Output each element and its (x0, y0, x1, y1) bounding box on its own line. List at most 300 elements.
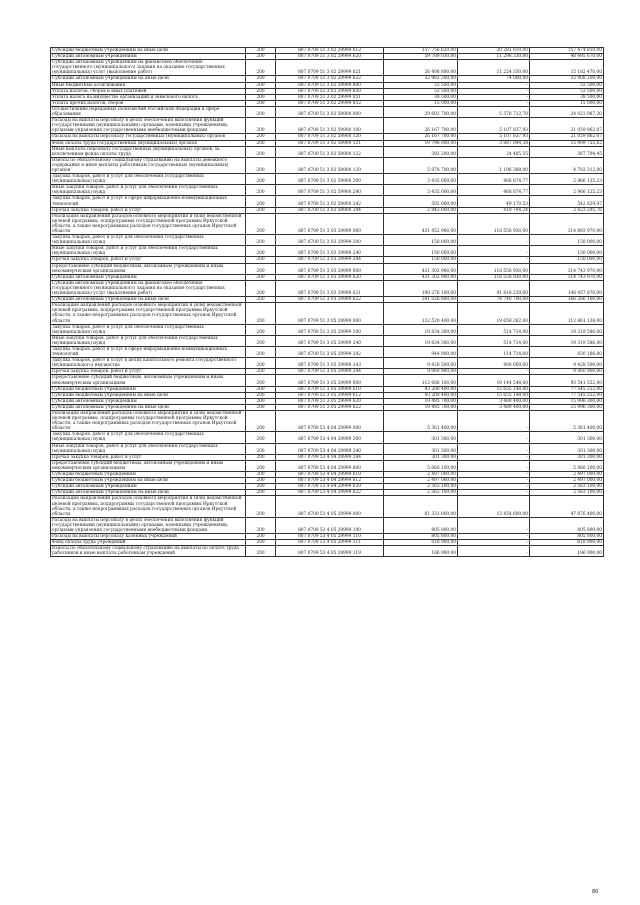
row-approved: 150 000,00 (384, 257, 458, 263)
row-name: Субсидии автономным учреждениям на иные цели (51, 490, 246, 496)
row-classification: 807 0709 51 3 02 29999 800 (276, 82, 384, 88)
table-row (51, 280, 604, 296)
budget-table (50, 47, 604, 557)
row-executed: - (458, 100, 530, 106)
row-executed: 74 000,00 (458, 76, 530, 82)
row-approved: 112 686 100,00 (384, 375, 458, 386)
row-executed: 114 714,00 (458, 346, 530, 357)
row-executed: - (458, 490, 530, 496)
table-row (51, 324, 604, 335)
row-code: 200 (246, 398, 276, 404)
row-unexecuted: 2 966 125,23 (530, 174, 604, 185)
table-row (51, 358, 604, 369)
row-name: Иные закупки товаров, работ и услуг для обеспечения государственных (муниципальных) нужд (51, 443, 246, 454)
row-executed: 74 740 700,00 (458, 297, 530, 303)
row-executed: - (458, 432, 530, 443)
row-approved: 431 452 900,00 (384, 213, 458, 234)
row-code: 200 (246, 517, 276, 533)
row-classification: 807 0709 51 3 05 29999 612 (276, 392, 384, 398)
row-code: 200 (246, 207, 276, 213)
row-code: 200 (246, 392, 276, 398)
row-classification: 807 0709 51 3 02 59900 240 (276, 185, 384, 196)
row-code: 200 (246, 490, 276, 496)
table-row (51, 106, 604, 117)
row-code: 200 (246, 213, 276, 234)
row-approved: 618 900,00 (384, 540, 458, 546)
row-executed: 5 107 837,93 (458, 118, 530, 134)
row-executed: 41 818 230,00 (458, 280, 530, 296)
table-row (51, 157, 604, 173)
row-unexecuted: 166 286 100,00 (530, 297, 604, 303)
row-executed: 116 558 930,00 (458, 263, 530, 274)
row-name: Взносы по обязательному социальному страхованию на выплаты денежного содержания и иные выплаты работникам государственных (муниципальных) органов (51, 157, 246, 173)
row-classification: 807 0709 51 3 02 59900 000 (276, 106, 384, 117)
table-row (51, 546, 604, 557)
row-code: 200 (246, 534, 276, 540)
row-executed: - (458, 460, 530, 471)
table-row (51, 174, 604, 185)
row-name: Прочая закупка товаров, работ и услуг (51, 207, 246, 213)
table-row (51, 118, 604, 134)
row-code: 200 (246, 432, 276, 443)
row-unexecuted: 15 182 470,00 (530, 60, 604, 76)
row-approved: 157 756 620,00 (384, 48, 458, 54)
row-executed: 13 454 600,00 (458, 496, 530, 517)
table-row (51, 392, 604, 398)
row-name: Иные выплаты персоналу государственных (муниципальных) органов, за исключением фонда оплаты труда (51, 146, 246, 157)
table-row (51, 496, 604, 517)
row-approved: 241 026 800,00 (384, 297, 458, 303)
row-code: 200 (246, 404, 276, 410)
row-code: 200 (246, 118, 276, 134)
row-name: Субсидии бюджетным учреждениям на иные цели (51, 478, 246, 484)
table-row (51, 235, 604, 246)
row-executed: 1 196 388,00 (458, 157, 530, 173)
table-row (51, 134, 604, 140)
row-executed: - (458, 540, 530, 546)
row-code: 200 (246, 94, 276, 100)
row-unexecuted: 830 186,00 (530, 346, 604, 357)
row-unexecuted: 77 545 252,00 (530, 392, 604, 398)
row-name: Субсидии бюджетным учреждениям (51, 472, 246, 478)
row-unexecuted: 47 876 400,00 (530, 496, 604, 517)
row-code: 200 (246, 263, 276, 274)
row-executed: - (458, 546, 530, 557)
row-classification: 807 0709 51 3 02 59900 121 (276, 140, 384, 146)
table-row (51, 335, 604, 346)
row-classification: 807 0709 51 3 05 29999 242 (276, 346, 384, 357)
row-approved: 19 796 800,00 (384, 140, 458, 146)
row-name: Предоставление субсидий бюджетным, автономным учреждениям и иным некоммерческим организациям (51, 263, 246, 274)
row-code: 200 (246, 375, 276, 386)
row-name: Иные закупки товаров, работ и услуг для обеспечения государственных (муниципальных) нужд (51, 185, 246, 196)
row-unexecuted: 53 500,00 (530, 88, 604, 94)
table-row (51, 375, 604, 386)
row-classification: 807 0709 51 3 02 59900 129 (276, 157, 384, 173)
row-code: 200 (246, 346, 276, 357)
row-unexecuted: 9 060 900,00 (530, 369, 604, 375)
row-approved: 5 978 700,00 (384, 157, 458, 173)
row-executed: - (458, 478, 530, 484)
row-name: Иные закупки товаров, работ и услуг для обеспечения государственных (муниципальных) нужд (51, 335, 246, 346)
row-approved: 59 789 030,00 (384, 54, 458, 60)
row-classification: 807 0709 51 3 03 29999 600 (276, 263, 384, 274)
row-name: Прочая закупка товаров, работ и услуг (51, 369, 246, 375)
row-code: 200 (246, 546, 276, 557)
row-name: Уплата прочих налогов, сборов (51, 100, 246, 106)
row-code: 200 (246, 411, 276, 432)
row-executed: 11 298 330,00 (458, 54, 530, 60)
row-unexecuted: 2 423 295,76 (530, 207, 604, 213)
row-name: Уплата налогов, сборов и иных платежей (51, 88, 246, 94)
row-classification: 807 0709 53 4 05 29999 110 (276, 534, 384, 540)
row-approved: 805 800,00 (384, 517, 458, 533)
row-approved: 29 602 700,00 (384, 106, 458, 117)
row-name: Закупка товаров, работ и услуг в сфере информационно-коммуникационных технологий (51, 346, 246, 357)
row-unexecuted: 2 497 000,00 (530, 472, 604, 478)
row-approved: 2 497 000,00 (384, 478, 458, 484)
row-classification: 807 0709 51 3 02 59900 100 (276, 118, 384, 134)
row-classification: 807 0709 51 3 03 29999 244 (276, 257, 384, 263)
row-classification: 807 0709 53 4 04 29999 200 (276, 432, 384, 443)
row-code: 200 (246, 454, 276, 460)
row-name: Иные закупки товаров, работ и услуг для обеспечения государственных (муниципальных) нужд (51, 246, 246, 257)
table-row (51, 196, 604, 207)
row-name: Субсидии автономным учреждениям на финансовое обеспечение государственного (муниципального) задания на оказание государственных (муниципальных) услуг (выполнение работ) (51, 60, 246, 76)
row-name: Уплата налога на имущество организаций и земельного налога (51, 94, 246, 100)
row-executed: 19 144 548,00 (458, 375, 530, 386)
row-unexecuted: 2 966 125,23 (530, 185, 604, 196)
row-unexecuted: 15 000,00 (530, 100, 604, 106)
row-unexecuted: 21 059 862,07 (530, 118, 604, 134)
row-classification: 807 0709 53 4 04 29999 622 (276, 490, 384, 496)
row-code: 200 (246, 76, 276, 82)
row-unexecuted: 186 900,00 (530, 546, 604, 557)
row-unexecuted: 53 500,00 (530, 82, 604, 88)
row-executed: 3 887 044,38 (458, 140, 530, 146)
row-executed: 24 405,55 (458, 146, 530, 157)
row-approved: 19 834 300,00 (384, 324, 458, 335)
row-name: Закупка товаров, работ и услуг для обеспечения государственных (муниципальных) нужд (51, 174, 246, 185)
row-approved: 190 276 100,00 (384, 280, 458, 296)
row-unexecuted: 157 474 810,00 (530, 48, 604, 54)
table-row (51, 386, 604, 392)
row-executed: - (458, 369, 530, 375)
row-unexecuted: 618 900,00 (530, 540, 604, 546)
row-executed: 468 874,77 (458, 185, 530, 196)
row-approved: 61 331 000,00 (384, 496, 458, 517)
row-classification: 807 0709 51 3 03 29999 621 (276, 280, 384, 296)
row-approved: 26 167 700,00 (384, 134, 458, 140)
row-executed: - (458, 257, 530, 263)
row-code: 200 (246, 106, 276, 117)
row-approved: 93 200 400,00 (384, 386, 458, 392)
row-unexecuted: 15 996 300,00 (530, 398, 604, 404)
row-approved: 944 900,00 (384, 346, 458, 357)
row-executed: - (458, 94, 530, 100)
row-approved: 15 000,00 (384, 100, 458, 106)
row-executed: 514 714,00 (458, 335, 530, 346)
row-unexecuted: 150 000,00 (530, 235, 604, 246)
row-classification: 807 0709 51 3 05 29999 240 (276, 335, 384, 346)
row-name: Закупка товаров, работ и услуг в целях капитального ремонта государственного (муниципального) имущества (51, 358, 246, 369)
row-classification: 807 0709 53 4 05 29999 100 (276, 517, 384, 533)
row-name: Реализация направлений расходов основного мероприятия и (или) ведомственной целевой программы, подпрограммы государственной программы Иркутской области, а также непрограммных расходов государственных органов Иркутской области (51, 496, 246, 517)
row-classification: 807 0709 53 4 04 29999 600 (276, 460, 384, 471)
row-unexecuted: 19 319 586,00 (530, 324, 604, 335)
row-approved: 9 060 900,00 (384, 369, 458, 375)
row-name: Предоставление субсидий бюджетным, автономным учреждениям и иным некоммерческим организациям (51, 460, 246, 471)
row-unexecuted: 301 300,00 (530, 443, 604, 454)
row-classification: 807 0709 51 3 02 29999 851 (276, 94, 384, 100)
row-approved: 2 497 000,00 (384, 472, 458, 478)
row-executed: - (458, 484, 530, 490)
row-code: 200 (246, 100, 276, 106)
row-name: Закупка товаров, работ и услуг в сфере информационно-коммуникационных технологий (51, 196, 246, 207)
row-classification: 807 0709 53 4 04 29999 612 (276, 478, 384, 484)
document-page (50, 47, 603, 557)
row-approved: 19 485 700,00 (384, 404, 458, 410)
row-classification: 807 0709 53 4 04 29999 244 (276, 454, 384, 460)
row-classification: 807 0709 51 3 02 29999 850 (276, 88, 384, 94)
table-row (51, 263, 604, 274)
row-classification: 807 0709 51 3 02 59900 120 (276, 134, 384, 140)
row-name: Субсидии автономным учреждениям (51, 54, 246, 60)
row-name: Предоставление субсидий бюджетным, автономным учреждениям и иным некоммерческим организациям (51, 375, 246, 386)
row-executed: 419 704,24 (458, 207, 530, 213)
row-name: Субсидии автономным учреждениям на иные цели (51, 404, 246, 410)
row-code: 200 (246, 246, 276, 257)
row-approved: 26 167 700,00 (384, 118, 458, 134)
row-code: 200 (246, 386, 276, 392)
row-approved: 132 520 400,00 (384, 303, 458, 324)
row-executed: 49 170,53 (458, 196, 530, 207)
row-executed: - (458, 82, 530, 88)
row-approved: 431 302 900,00 (384, 274, 458, 280)
row-unexecuted: 24 023 987,30 (530, 106, 604, 117)
row-approved: 19 485 700,00 (384, 398, 458, 404)
row-approved: 93 200 400,00 (384, 392, 458, 398)
row-unexecuted: 148 457 870,00 (530, 280, 604, 296)
row-code: 200 (246, 48, 276, 54)
row-name: Взносы по обязательному социальному страхованию на выплаты по оплате труда работников и иные выплаты работникам учреждений (51, 546, 246, 557)
row-name: Субсидии бюджетным учреждениям (51, 386, 246, 392)
table-row (51, 207, 604, 213)
table-row (51, 303, 604, 324)
row-code: 200 (246, 185, 276, 196)
row-approved: 2 563 100,00 (384, 484, 458, 490)
row-executed: 400 000,00 (458, 358, 530, 369)
row-name: Осуществление переданных полномочий Российской Федерации в сфере образования (51, 106, 246, 117)
row-executed: - (458, 235, 530, 246)
row-classification: 807 0709 51 3 05 29999 610 (276, 386, 384, 392)
row-classification: 807 0709 51 3 02 59900 244 (276, 207, 384, 213)
row-name: Субсидии автономным учреждениям на иные цели (51, 297, 246, 303)
row-approved: 186 900,00 (384, 546, 458, 557)
row-code: 200 (246, 297, 276, 303)
row-code: 200 (246, 54, 276, 60)
row-name: Субсидии автономным учреждениям (51, 274, 246, 280)
table-row (51, 185, 604, 196)
row-code: 200 (246, 324, 276, 335)
row-classification: 807 0709 51 3 03 29999 620 (276, 274, 384, 280)
table-row (51, 140, 604, 146)
row-name: Иные бюджетные ассигнования (51, 82, 246, 88)
row-approved: 150 000,00 (384, 246, 458, 257)
row-classification: 807 0709 51 3 03 29999 200 (276, 235, 384, 246)
row-classification: 807 0709 51 3 02 29999 612 (276, 48, 384, 54)
row-code: 200 (246, 303, 276, 324)
row-name: Расходы на выплаты персоналу в целях обеспечения выполнения функций государственными (муниципальными) органами, казенными учреждениями, органами управления государственными внебюджетными фондами (51, 118, 246, 134)
row-code: 200 (246, 82, 276, 88)
row-executed: - (458, 411, 530, 432)
row-code: 200 (246, 460, 276, 471)
row-executed: - (458, 454, 530, 460)
row-executed: 3 489 400,00 (458, 404, 530, 410)
row-name: Субсидии автономным учреждениям на иные цели (51, 76, 246, 82)
row-classification: 807 0709 53 4 05 29999 111 (276, 540, 384, 546)
row-executed: 19 659 262,00 (458, 303, 530, 324)
row-name: Прочая закупка товаров, работ и услуг (51, 454, 246, 460)
row-unexecuted: 5 060 100,00 (530, 460, 604, 471)
row-code: 200 (246, 358, 276, 369)
row-name: Субсидии бюджетным учреждениям на иные цели (51, 48, 246, 54)
table-row (51, 460, 604, 471)
row-code: 200 (246, 88, 276, 94)
row-code: 200 (246, 140, 276, 146)
row-classification: 807 0709 51 3 02 29999 852 (276, 100, 384, 106)
row-name: Фонд оплаты труда государственных (муниципальных) органов (51, 140, 246, 146)
row-approved: 5 060 100,00 (384, 460, 458, 471)
budget-table-body (51, 48, 604, 557)
row-code: 200 (246, 478, 276, 484)
row-executed: 514 714,00 (458, 324, 530, 335)
row-name: Расходы на выплаты персоналу государственных (муниципальных) органов (51, 134, 246, 140)
row-unexecuted: 805 800,00 (530, 534, 604, 540)
row-classification: 807 0709 51 3 05 29999 600 (276, 375, 384, 386)
row-approved: 592 000,00 (384, 196, 458, 207)
row-classification: 807 0709 51 3 05 29999 000 (276, 303, 384, 324)
row-executed: - (458, 517, 530, 533)
row-executed: 15 655 148,00 (458, 386, 530, 392)
table-row (51, 76, 604, 82)
row-approved: 19 834 300,00 (384, 335, 458, 346)
row-unexecuted: 2 563 100,00 (530, 490, 604, 496)
row-code: 200 (246, 146, 276, 157)
table-row (51, 398, 604, 404)
row-approved: 53 500,00 (384, 82, 458, 88)
row-name: Реализация направлений расходов основного мероприятия и (или) ведомственной целевой программы, подпрограммы государственной программы Иркутской области, а также непрограммных расходов государственных органов Иркутской области (51, 411, 246, 432)
row-unexecuted: 19 319 586,00 (530, 335, 604, 346)
row-approved: 3 435 000,00 (384, 174, 458, 185)
row-unexecuted: 4 782 312,00 (530, 157, 604, 173)
row-unexecuted: 32 908 200,00 (530, 76, 604, 82)
row-classification: 807 0709 51 3 02 59900 200 (276, 174, 384, 185)
table-row (51, 517, 604, 533)
row-approved: 301 300,00 (384, 443, 458, 454)
row-classification: 807 0709 51 3 02 29999 622 (276, 76, 384, 82)
row-executed: - (458, 534, 530, 540)
row-executed: 116 558 930,00 (458, 213, 530, 234)
table-row (51, 346, 604, 357)
row-unexecuted: 77 545 252,00 (530, 386, 604, 392)
row-executed: 5 107 837,93 (458, 134, 530, 140)
row-classification: 807 0709 51 3 02 59900 122 (276, 146, 384, 157)
row-unexecuted: 805 800,00 (530, 517, 604, 533)
row-code: 200 (246, 443, 276, 454)
row-name: Фонд оплаты труда учреждений (51, 540, 246, 546)
row-classification: 807 0709 51 3 05 29999 622 (276, 404, 384, 410)
row-approved: 2 563 100,00 (384, 490, 458, 496)
row-classification: 807 0709 51 3 05 29999 243 (276, 358, 384, 369)
row-code: 200 (246, 174, 276, 185)
row-approved: 9 828 500,00 (384, 358, 458, 369)
row-approved: 3 435 000,00 (384, 185, 458, 196)
row-code: 200 (246, 60, 276, 76)
row-name: Расходы на выплаты персоналу казенных учреждений (51, 534, 246, 540)
row-name: Реализация направлений расходов основного мероприятия и (или) ведомственной целевой программы, подпрограммы государственной программы Иркутской области, а также непрограммных расходов государственных органов Иркутской области (51, 213, 246, 234)
table-row (51, 60, 604, 76)
row-executed: 468 874,77 (458, 174, 530, 185)
row-executed: - (458, 472, 530, 478)
row-unexecuted: 150 000,00 (530, 257, 604, 263)
row-code: 200 (246, 196, 276, 207)
row-approved: 301 300,00 (384, 454, 458, 460)
table-row (51, 54, 604, 60)
row-unexecuted: 2 497 000,00 (530, 478, 604, 484)
row-name: Закупка товаров, работ и услуг для обеспечения государственных (муниципальных) нужд (51, 235, 246, 246)
row-unexecuted: 301 300,00 (530, 432, 604, 443)
row-unexecuted: 48 495 670,00 (530, 54, 604, 60)
row-code: 200 (246, 274, 276, 280)
row-classification: 807 0709 53 4 05 29999 119 (276, 546, 384, 557)
row-executed: 20 281 810,00 (458, 48, 530, 54)
row-unexecuted: 21 059 862,07 (530, 134, 604, 140)
row-unexecuted: 367 794,45 (530, 146, 604, 157)
row-unexecuted: 5 361 400,00 (530, 411, 604, 432)
row-code: 200 (246, 134, 276, 140)
row-code: 200 (246, 235, 276, 246)
page-number: 80 (592, 889, 599, 895)
row-code: 200 (246, 484, 276, 490)
row-unexecuted: 301 300,00 (530, 454, 604, 460)
row-code: 200 (246, 280, 276, 296)
row-unexecuted: 314 743 970,00 (530, 263, 604, 274)
row-unexecuted: 93 541 552,00 (530, 375, 604, 386)
row-approved: 301 300,00 (384, 432, 458, 443)
row-classification: 807 0709 51 3 03 29999 622 (276, 297, 384, 303)
row-approved: 5 361 400,00 (384, 411, 458, 432)
row-name: Субсидии автономным учреждениям (51, 398, 246, 404)
row-classification: 807 0709 53 4 04 29999 000 (276, 411, 384, 432)
row-unexecuted: 314 743 970,00 (530, 274, 604, 280)
row-code: 200 (246, 369, 276, 375)
row-approved: 392 200,00 (384, 146, 458, 157)
row-name: Прочая закупка товаров, работ и услуг (51, 257, 246, 263)
table-row (51, 48, 604, 54)
row-classification: 807 0709 53 4 04 29999 240 (276, 443, 384, 454)
row-approved: 805 800,00 (384, 534, 458, 540)
row-classification: 807 0709 53 4 04 29999 610 (276, 472, 384, 478)
row-classification: 807 0709 51 3 03 29999 000 (276, 213, 384, 234)
row-classification: 807 0709 53 4 04 29999 620 (276, 484, 384, 490)
row-unexecuted: 9 428 500,00 (530, 358, 604, 369)
row-code: 200 (246, 496, 276, 517)
row-name: Закупка товаров, работ и услуг для обеспечения государственных (муниципальных) нужд (51, 432, 246, 443)
row-classification: 807 0709 51 3 02 29999 621 (276, 60, 384, 76)
row-unexecuted: 150 000,00 (530, 246, 604, 257)
row-code: 200 (246, 335, 276, 346)
